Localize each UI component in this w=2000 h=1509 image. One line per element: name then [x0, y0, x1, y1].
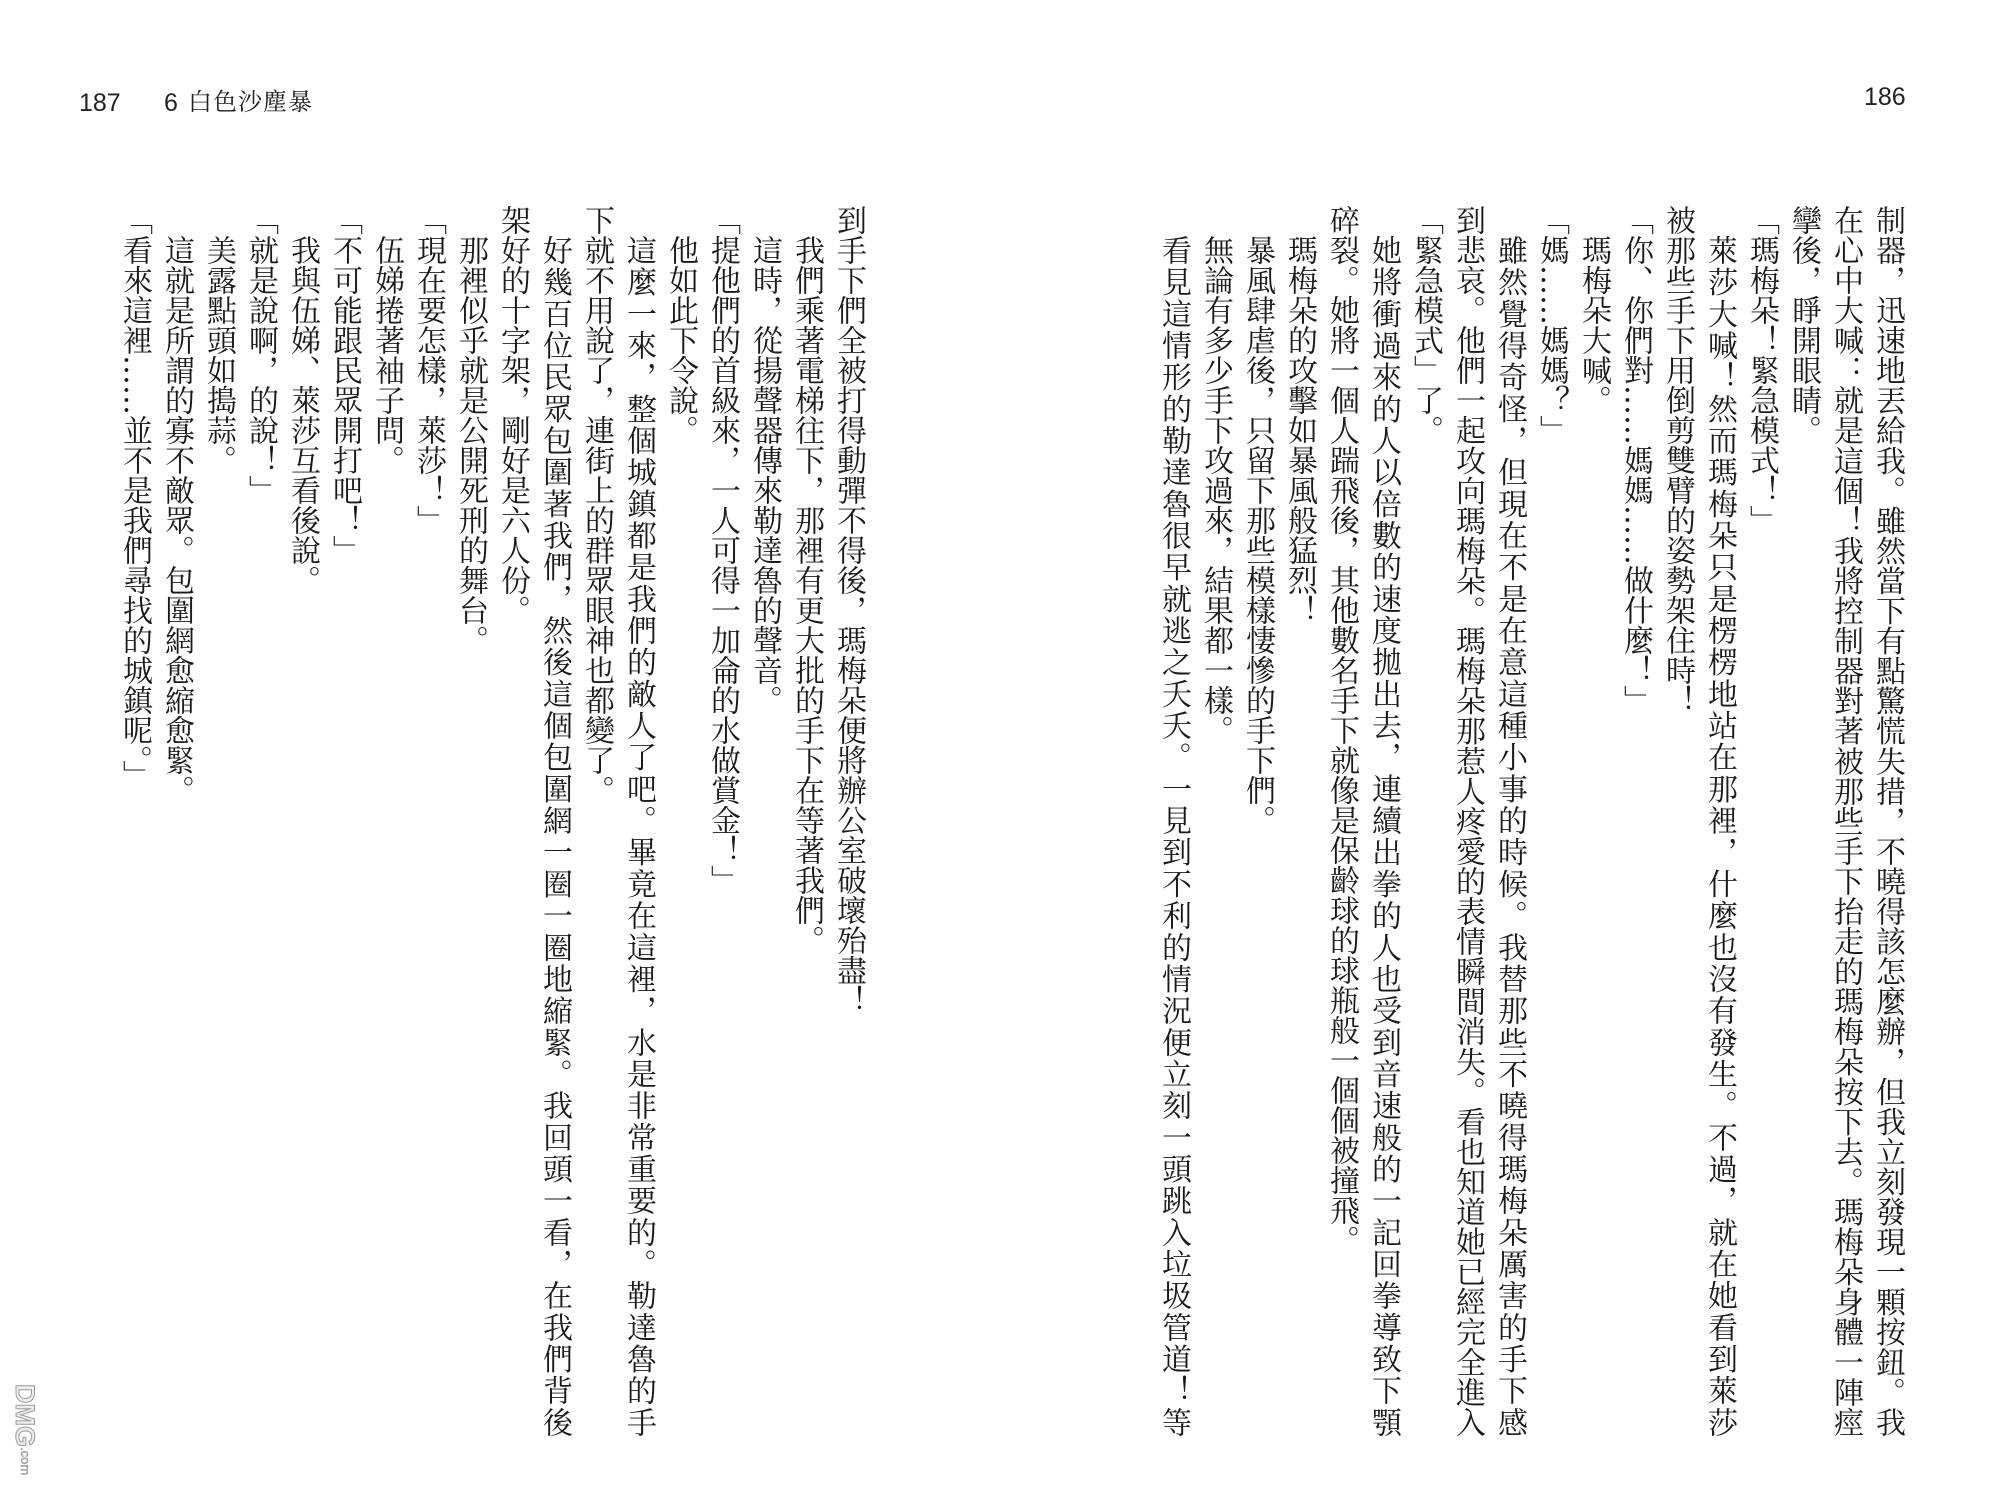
text-line: 「看來這裡……並不是我們尋找的城鎮呢。」	[117, 205, 152, 790]
page-number: 186	[1864, 83, 1906, 111]
text-line: 那裡似乎就是公開死刑的舞台。	[453, 235, 488, 655]
text-line: 這時，從揚聲器傳來勒達魯的聲音。	[747, 235, 782, 715]
text-line: 「不可能跟民眾開打吧！」	[327, 205, 362, 565]
text-line: 「就是說啊，的說！」	[243, 205, 278, 505]
text-line: 到悲哀。他們一起攻向瑪梅朵。瑪梅朵那惹人疼愛的表情瞬間消失。看也知道她已經完全進入	[1450, 205, 1485, 1437]
text-line: 我與伍娣、萊莎互看後說。	[285, 235, 320, 595]
text-line: 這麼一來，整個城鎮都是我們的敵人了吧。畢竟在這裡，水是非常重要的。勒達魯的手	[621, 235, 656, 1437]
text-line: 下就不用說了，連街上的群眾眼神也都變了。	[579, 205, 614, 805]
text-line: 在心中大喊：就是這個！我將控制器對著被那些手下抬走的瑪梅朵按下去。瑪梅朵身體一陣痙	[1828, 205, 1863, 1437]
text-line: 瑪梅朵大喊。	[1576, 235, 1611, 415]
text-line: 美露點頭如搗蒜。	[201, 235, 236, 475]
text-line: 瑪梅朵的攻擊如暴風般猛烈！	[1282, 235, 1317, 625]
text-line: 攣後，睜開眼睛。	[1786, 205, 1821, 445]
text-line: 無論有多少手下攻過來，結果都一樣。	[1198, 235, 1233, 745]
right-page-text	[1152, 205, 1908, 1437]
text-line: 雖然覺得奇怪，但現在不是在意這種小事的時候。我替那些不曉得瑪梅朵厲害的手下感	[1492, 235, 1527, 1437]
text-line: 碎裂。她將一個人踹飛後，其他數名手下就像是保齡球的球瓶般一個個被撞飛。	[1324, 205, 1359, 1255]
text-line: 制器，迅速地丟給我。雖然當下有點驚慌失措，不曉得該怎麼辦，但我立刻發現一顆按鈕。我	[1870, 205, 1905, 1437]
watermark-brand: DMG	[10, 1384, 40, 1447]
text-line: 「你、你們對……媽媽……做什麼！」	[1618, 205, 1653, 715]
text-line: 伍娣捲著袖子問。	[369, 235, 404, 475]
text-line: 看見這情形的勒達魯很早就逃之夭夭。一見到不利的情況便立刻一頭跳入垃圾管道！等	[1156, 235, 1191, 1437]
text-line: 這就是所謂的寡不敵眾。包圍網愈縮愈緊。	[159, 235, 194, 805]
text-line: 「媽……媽媽？」	[1534, 205, 1569, 445]
right-page	[1000, 0, 2000, 1509]
text-line: 被那些手下用倒剪雙臂的姿勢架住時！	[1660, 205, 1695, 715]
text-line: 架好的十字架，剛好是六人份。	[495, 205, 530, 625]
text-line: 好幾百位民眾包圍著我們，然後這個包圍網一圈一圈地縮緊。我回頭一看，在我們背後	[537, 235, 572, 1437]
text-line: 到手下們全被打得動彈不得後，瑪梅朵便將辦公室破壞殆盡！	[831, 205, 866, 1015]
watermark-suffix: .com	[18, 1447, 33, 1476]
text-line: 「提他們的首級來，一人可得一加侖的水做賞金！」	[705, 205, 740, 895]
text-line: 「瑪梅朵！緊急模式！」	[1744, 205, 1779, 535]
watermark-logo	[10, 1384, 40, 1494]
chapter-title: 白色沙塵暴	[188, 88, 313, 116]
page-number: 187	[79, 89, 121, 117]
text-line: 「現在要怎樣，萊莎！」	[411, 205, 446, 535]
text-line: 「緊急模式」了。	[1408, 205, 1443, 445]
chapter-number: 6	[164, 89, 178, 117]
text-line: 暴風肆虐後，只留下那些模樣悽慘的手下們。	[1240, 235, 1275, 835]
text-line: 萊莎大喊！然而瑪梅朵只是楞楞地站在那裡，什麼也沒有發生。不過，就在她看到萊莎	[1702, 235, 1737, 1437]
text-line: 她將衝過來的人以倍數的速度拋出去，連續出拳的人也受到音速般的一記回拳導致下顎	[1366, 235, 1401, 1437]
left-page-text	[113, 205, 869, 1437]
text-line: 他如此下令說。	[663, 235, 698, 445]
text-line: 我們乘著電梯往下，那裡有更大批的手下在等著我們。	[789, 235, 824, 955]
